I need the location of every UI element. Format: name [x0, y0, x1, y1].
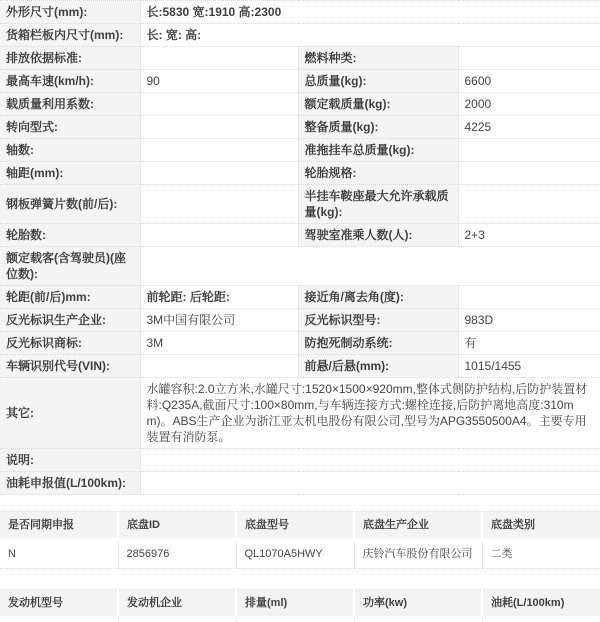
engine-col-header-manufacturer: 发动机企业 — [118, 590, 236, 618]
spec-row-speed-mass — [0, 70, 600, 93]
spec-value — [140, 185, 298, 224]
engine-col-header-fuel: 油耗(L/100km) — [482, 590, 600, 618]
spec-label: 轮距(前/后)mm: — [0, 286, 140, 309]
chassis-col-header-id: 底盘ID — [118, 512, 236, 540]
spec-value: 长:5830 宽:1910 高:2300 — [140, 1, 600, 24]
spec-label: 钢板弹簧片数(前/后): — [0, 185, 140, 224]
engine-table — [0, 589, 600, 622]
spec-row-steering-curb-mass — [0, 116, 600, 139]
spec-label: 油耗申报值(L/100km): — [0, 472, 140, 495]
spec-row-fuel-declared — [0, 472, 600, 495]
chassis-cell-category: 二类 — [482, 539, 600, 569]
spec-label: 燃料种类: — [298, 47, 458, 70]
spec-row-rated-passengers — [0, 247, 600, 286]
chassis-data-row — [0, 539, 600, 569]
spec-label: 载质量利用系数: — [0, 93, 140, 116]
spec-row-track-angles — [0, 286, 600, 309]
spec-label: 反光标识商标: — [0, 332, 140, 355]
spec-value — [140, 472, 600, 495]
engine-cell-fuel — [482, 617, 600, 622]
spec-label: 货箱栏板内尺寸(mm): — [0, 24, 140, 47]
engine-cell-power — [354, 617, 482, 622]
spec-row-wheelbase-tyre — [0, 162, 600, 185]
spec-label: 反光标识型号: — [298, 309, 458, 332]
spec-label: 总质量(kg): — [298, 70, 458, 93]
spec-label: 说明: — [0, 449, 140, 472]
chassis-cell-same-period: N — [0, 539, 118, 569]
spec-value: 90 — [140, 70, 298, 93]
spec-value: 前轮距: 后轮距: — [140, 286, 298, 309]
engine-cell-displacement — [236, 617, 354, 622]
engine-header-row — [0, 590, 600, 618]
spec-row-axles-trailer-mass — [0, 139, 600, 162]
spec-value: 3M中国有限公司 — [140, 309, 298, 332]
chassis-cell-id: 2856976 — [118, 539, 236, 569]
engine-cell-model — [0, 617, 118, 622]
spec-value — [458, 47, 600, 70]
spec-value — [140, 449, 600, 472]
spec-value — [140, 47, 298, 70]
spec-label: 整备质量(kg): — [298, 116, 458, 139]
chassis-col-header-category: 底盘类别 — [482, 512, 600, 540]
spec-value: 2+3 — [458, 224, 600, 247]
spec-row-cargo-box-dimensions — [0, 24, 600, 47]
spec-row-tyres-cab-passengers — [0, 224, 600, 247]
spec-value: 4225 — [458, 116, 600, 139]
spec-label: 额定载质量(kg): — [298, 93, 458, 116]
spec-label: 前悬/后悬(mm): — [298, 355, 458, 378]
spec-value — [140, 139, 298, 162]
spec-value — [458, 162, 600, 185]
spec-value — [458, 185, 600, 224]
spec-label: 反光标识生产企业: — [0, 309, 140, 332]
chassis-col-header-same-period: 是否同期申报 — [0, 512, 118, 540]
chassis-cell-model: QL1070A5HWY — [236, 539, 354, 569]
spec-row-other — [0, 378, 600, 449]
spec-label: 轮胎规格: — [298, 162, 458, 185]
spec-row-dimensions — [0, 1, 600, 24]
spec-label: 最高车速(km/h): — [0, 70, 140, 93]
spec-value: 有 — [458, 332, 600, 355]
spec-label: 轴距(mm): — [0, 162, 140, 185]
spec-label: 额定载客(含驾驶员)(座位数): — [0, 247, 140, 286]
spec-value — [458, 139, 600, 162]
engine-col-header-model: 发动机型号 — [0, 590, 118, 618]
chassis-header-row — [0, 512, 600, 540]
spec-value: 983D — [458, 309, 600, 332]
spec-value — [458, 286, 600, 309]
spec-value: 3M — [140, 332, 298, 355]
spec-value: 6600 — [458, 70, 600, 93]
spec-row-emission-fuel — [0, 47, 600, 70]
chassis-cell-manufacturer: 庆铃汽车股份有限公司 — [354, 539, 482, 569]
spec-value — [140, 355, 298, 378]
spec-label: 其它: — [0, 378, 140, 449]
spec-label: 驾驶室准乘人数(人): — [298, 224, 458, 247]
engine-cell-manufacturer — [118, 617, 236, 622]
spec-value — [140, 224, 298, 247]
engine-col-header-displacement: 排量(ml) — [236, 590, 354, 618]
spec-row-springs-saddle — [0, 185, 600, 224]
spec-row-load-coefficient — [0, 93, 600, 116]
engine-data-row — [0, 617, 600, 622]
spec-value — [140, 116, 298, 139]
spec-row-reflective-brand-abs — [0, 332, 600, 355]
spec-label: 排放依据标准: — [0, 47, 140, 70]
spec-label: 半挂车鞍座最大允许承载质量(kg): — [298, 185, 458, 224]
spec-label: 轮胎数: — [0, 224, 140, 247]
spec-value — [140, 162, 298, 185]
chassis-col-header-manufacturer: 底盘生产企业 — [354, 512, 482, 540]
spec-value: 长: 宽: 高: — [140, 24, 600, 47]
chassis-col-header-model: 底盘型号 — [236, 512, 354, 540]
chassis-table — [0, 511, 600, 569]
spec-label: 轴数: — [0, 139, 140, 162]
spec-label: 外形尺寸(mm): — [0, 1, 140, 24]
spec-value — [140, 93, 298, 116]
spec-value: 1015/1455 — [458, 355, 600, 378]
spec-row-reflective-maker-model — [0, 309, 600, 332]
spec-row-notes — [0, 449, 600, 472]
spec-value: 2000 — [458, 93, 600, 116]
spec-row-vin-overhang — [0, 355, 600, 378]
spec-value — [140, 247, 600, 286]
spec-label: 转向型式: — [0, 116, 140, 139]
spec-value-other: 水罐容积:2.0立方米,水罐尺寸:1520×1500×920mm,整体式侧防护结构,后防护装置材料:Q235A,截面尺寸:100×80mm,与车辆连接方式:螺栓连接,后防护离地高度:310mm)。ABS生产企业为浙江亚太机电股份有限公司,型号为APG3550500A4。主要专用装置有消防泵。 — [140, 378, 600, 449]
spec-label: 接近角/离去角(度): — [298, 286, 458, 309]
spec-label: 准拖挂车总质量(kg): — [298, 139, 458, 162]
engine-col-header-power: 功率(kw) — [354, 590, 482, 618]
spec-label: 车辆识别代号(VIN): — [0, 355, 140, 378]
spec-label: 防抱死制动系统: — [298, 332, 458, 355]
